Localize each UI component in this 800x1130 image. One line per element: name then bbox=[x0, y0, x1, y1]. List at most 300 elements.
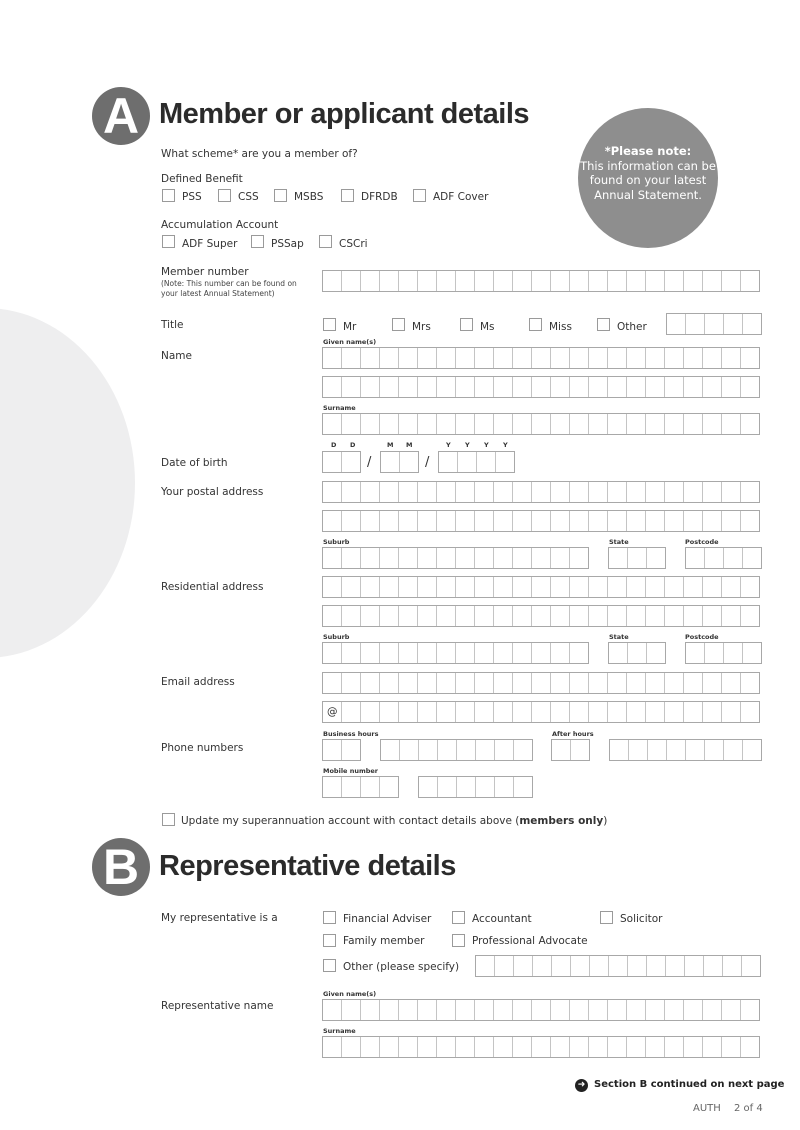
character-cell[interactable] bbox=[380, 377, 399, 397]
character-cell[interactable] bbox=[437, 271, 456, 291]
character-cell[interactable] bbox=[494, 702, 513, 722]
character-cell[interactable] bbox=[399, 511, 418, 531]
character-cell[interactable] bbox=[380, 1037, 399, 1057]
checkbox-mrs[interactable] bbox=[392, 318, 405, 331]
character-cell[interactable] bbox=[551, 643, 570, 663]
character-cell[interactable] bbox=[323, 643, 342, 663]
character-cell[interactable] bbox=[741, 577, 760, 597]
email-field-2[interactable] bbox=[322, 701, 760, 723]
character-cell[interactable] bbox=[361, 1000, 380, 1020]
character-cell[interactable] bbox=[705, 314, 724, 334]
business-area-code-field[interactable] bbox=[322, 739, 361, 761]
character-cell[interactable] bbox=[342, 740, 361, 760]
character-cell[interactable] bbox=[475, 482, 494, 502]
character-cell[interactable] bbox=[514, 956, 533, 976]
character-cell[interactable] bbox=[610, 740, 629, 760]
character-cell[interactable] bbox=[684, 1037, 703, 1057]
character-cell[interactable] bbox=[456, 271, 475, 291]
character-cell[interactable] bbox=[589, 482, 608, 502]
residential-state-field[interactable] bbox=[608, 642, 666, 664]
character-cell[interactable] bbox=[456, 377, 475, 397]
character-cell[interactable] bbox=[400, 452, 419, 472]
character-cell[interactable] bbox=[552, 956, 571, 976]
character-cell[interactable] bbox=[494, 348, 513, 368]
character-cell[interactable] bbox=[703, 414, 722, 434]
character-cell[interactable] bbox=[475, 414, 494, 434]
character-cell[interactable] bbox=[380, 606, 399, 626]
character-cell[interactable] bbox=[666, 956, 685, 976]
checkbox-solicitor[interactable] bbox=[600, 911, 613, 924]
character-cell[interactable] bbox=[323, 548, 342, 568]
checkbox-msbs[interactable] bbox=[274, 189, 287, 202]
character-cell[interactable] bbox=[323, 482, 342, 502]
character-cell[interactable] bbox=[705, 548, 724, 568]
character-cell[interactable] bbox=[418, 377, 437, 397]
character-cell[interactable] bbox=[437, 606, 456, 626]
checkbox-accountant[interactable] bbox=[452, 911, 465, 924]
character-cell[interactable] bbox=[703, 377, 722, 397]
character-cell[interactable] bbox=[418, 606, 437, 626]
checkbox-family-member[interactable] bbox=[323, 934, 336, 947]
character-cell[interactable] bbox=[685, 956, 704, 976]
character-cell[interactable] bbox=[741, 511, 760, 531]
character-cell[interactable] bbox=[475, 511, 494, 531]
character-cell[interactable] bbox=[551, 271, 570, 291]
character-cell[interactable] bbox=[457, 740, 476, 760]
character-cell[interactable] bbox=[667, 314, 686, 334]
checkbox-pss[interactable] bbox=[162, 189, 175, 202]
character-cell[interactable] bbox=[646, 673, 665, 693]
character-cell[interactable] bbox=[533, 956, 552, 976]
character-cell[interactable] bbox=[532, 577, 551, 597]
character-cell[interactable] bbox=[532, 1037, 551, 1057]
character-cell[interactable] bbox=[323, 577, 342, 597]
character-cell[interactable] bbox=[418, 548, 437, 568]
character-cell[interactable] bbox=[418, 482, 437, 502]
character-cell[interactable] bbox=[418, 577, 437, 597]
character-cell[interactable] bbox=[743, 643, 762, 663]
character-cell[interactable] bbox=[475, 606, 494, 626]
character-cell[interactable] bbox=[361, 1037, 380, 1057]
rep-surname-field[interactable] bbox=[322, 1036, 760, 1058]
character-cell[interactable] bbox=[342, 482, 361, 502]
character-cell[interactable] bbox=[513, 348, 532, 368]
character-cell[interactable] bbox=[342, 702, 361, 722]
character-cell[interactable] bbox=[399, 377, 418, 397]
character-cell[interactable] bbox=[361, 606, 380, 626]
character-cell[interactable] bbox=[647, 956, 666, 976]
character-cell[interactable] bbox=[589, 511, 608, 531]
character-cell[interactable] bbox=[741, 414, 760, 434]
character-cell[interactable] bbox=[686, 643, 705, 663]
character-cell[interactable] bbox=[475, 643, 494, 663]
character-cell[interactable] bbox=[323, 348, 342, 368]
character-cell[interactable] bbox=[342, 1037, 361, 1057]
character-cell[interactable] bbox=[532, 702, 551, 722]
character-cell[interactable] bbox=[437, 643, 456, 663]
character-cell[interactable] bbox=[380, 1000, 399, 1020]
character-cell[interactable] bbox=[589, 577, 608, 597]
character-cell[interactable] bbox=[513, 1000, 532, 1020]
character-cell[interactable] bbox=[608, 606, 627, 626]
checkbox-pssap[interactable] bbox=[251, 235, 264, 248]
character-cell[interactable] bbox=[703, 673, 722, 693]
character-cell[interactable] bbox=[439, 452, 458, 472]
character-cell[interactable] bbox=[418, 511, 437, 531]
character-cell[interactable] bbox=[589, 414, 608, 434]
character-cell[interactable] bbox=[590, 956, 609, 976]
character-cell[interactable] bbox=[608, 271, 627, 291]
character-cell[interactable] bbox=[456, 482, 475, 502]
character-cell[interactable] bbox=[589, 673, 608, 693]
character-cell[interactable] bbox=[438, 740, 457, 760]
character-cell[interactable] bbox=[399, 482, 418, 502]
character-cell[interactable] bbox=[722, 414, 741, 434]
character-cell[interactable] bbox=[418, 643, 437, 663]
character-cell[interactable] bbox=[323, 1037, 342, 1057]
character-cell[interactable] bbox=[570, 673, 589, 693]
character-cell[interactable] bbox=[513, 702, 532, 722]
character-cell[interactable] bbox=[571, 740, 590, 760]
character-cell[interactable] bbox=[684, 1000, 703, 1020]
after-hours-phone-field[interactable] bbox=[609, 739, 762, 761]
character-cell[interactable] bbox=[609, 643, 628, 663]
character-cell[interactable] bbox=[570, 702, 589, 722]
character-cell[interactable] bbox=[724, 314, 743, 334]
rep-given-names-field[interactable] bbox=[322, 999, 760, 1021]
character-cell[interactable] bbox=[380, 702, 399, 722]
character-cell[interactable] bbox=[475, 1000, 494, 1020]
character-cell[interactable] bbox=[418, 271, 437, 291]
character-cell[interactable] bbox=[570, 414, 589, 434]
character-cell[interactable] bbox=[722, 1000, 741, 1020]
character-cell[interactable] bbox=[608, 414, 627, 434]
character-cell[interactable] bbox=[513, 548, 532, 568]
character-cell[interactable] bbox=[361, 482, 380, 502]
character-cell[interactable] bbox=[475, 1037, 494, 1057]
character-cell[interactable] bbox=[437, 414, 456, 434]
residential-address-field-1[interactable] bbox=[322, 576, 760, 598]
character-cell[interactable] bbox=[532, 673, 551, 693]
character-cell[interactable] bbox=[400, 740, 419, 760]
character-cell[interactable] bbox=[437, 548, 456, 568]
character-cell[interactable] bbox=[513, 271, 532, 291]
character-cell[interactable] bbox=[494, 511, 513, 531]
character-cell[interactable] bbox=[722, 377, 741, 397]
character-cell[interactable] bbox=[380, 511, 399, 531]
character-cell[interactable] bbox=[741, 673, 760, 693]
character-cell[interactable] bbox=[684, 511, 703, 531]
character-cell[interactable] bbox=[323, 740, 342, 760]
character-cell[interactable] bbox=[648, 740, 667, 760]
character-cell[interactable] bbox=[608, 577, 627, 597]
character-cell[interactable] bbox=[627, 673, 646, 693]
character-cell[interactable] bbox=[724, 548, 743, 568]
character-cell[interactable] bbox=[551, 1000, 570, 1020]
character-cell[interactable] bbox=[495, 777, 514, 797]
character-cell[interactable] bbox=[456, 643, 475, 663]
character-cell[interactable] bbox=[438, 777, 457, 797]
character-cell[interactable] bbox=[686, 740, 705, 760]
character-cell[interactable] bbox=[532, 348, 551, 368]
character-cell[interactable] bbox=[647, 548, 666, 568]
character-cell[interactable] bbox=[342, 511, 361, 531]
character-cell[interactable] bbox=[722, 348, 741, 368]
character-cell[interactable] bbox=[456, 414, 475, 434]
character-cell[interactable] bbox=[437, 1000, 456, 1020]
character-cell[interactable] bbox=[399, 577, 418, 597]
character-cell[interactable] bbox=[646, 482, 665, 502]
character-cell[interactable] bbox=[475, 377, 494, 397]
postal-suburb-field[interactable] bbox=[322, 547, 589, 569]
character-cell[interactable] bbox=[589, 348, 608, 368]
character-cell[interactable] bbox=[418, 414, 437, 434]
character-cell[interactable] bbox=[399, 548, 418, 568]
character-cell[interactable] bbox=[665, 482, 684, 502]
character-cell[interactable] bbox=[399, 1037, 418, 1057]
character-cell[interactable] bbox=[419, 740, 438, 760]
character-cell[interactable] bbox=[665, 702, 684, 722]
character-cell[interactable] bbox=[437, 348, 456, 368]
character-cell[interactable] bbox=[399, 606, 418, 626]
character-cell[interactable] bbox=[724, 740, 743, 760]
character-cell[interactable] bbox=[475, 348, 494, 368]
character-cell[interactable] bbox=[608, 348, 627, 368]
character-cell[interactable] bbox=[381, 452, 400, 472]
character-cell[interactable] bbox=[437, 377, 456, 397]
character-cell[interactable] bbox=[551, 1037, 570, 1057]
character-cell[interactable] bbox=[477, 452, 496, 472]
character-cell[interactable] bbox=[380, 414, 399, 434]
given-names-field-1[interactable] bbox=[322, 347, 760, 369]
character-cell[interactable] bbox=[608, 702, 627, 722]
character-cell[interactable] bbox=[532, 482, 551, 502]
character-cell[interactable] bbox=[723, 956, 742, 976]
character-cell[interactable] bbox=[361, 377, 380, 397]
character-cell[interactable] bbox=[399, 643, 418, 663]
checkbox-update-account[interactable] bbox=[162, 813, 175, 826]
checkbox-mr[interactable] bbox=[323, 318, 336, 331]
character-cell[interactable] bbox=[532, 271, 551, 291]
character-cell[interactable] bbox=[684, 377, 703, 397]
character-cell[interactable] bbox=[532, 548, 551, 568]
character-cell[interactable] bbox=[665, 1037, 684, 1057]
character-cell[interactable] bbox=[342, 452, 361, 472]
other-title-field[interactable] bbox=[666, 313, 762, 335]
character-cell[interactable] bbox=[418, 702, 437, 722]
character-cell[interactable] bbox=[589, 1000, 608, 1020]
character-cell[interactable] bbox=[609, 956, 628, 976]
character-cell[interactable] bbox=[532, 606, 551, 626]
character-cell[interactable] bbox=[628, 956, 647, 976]
character-cell[interactable] bbox=[627, 377, 646, 397]
character-cell[interactable] bbox=[456, 348, 475, 368]
character-cell[interactable] bbox=[514, 740, 533, 760]
residential-address-field-2[interactable] bbox=[322, 605, 760, 627]
character-cell[interactable] bbox=[627, 482, 646, 502]
character-cell[interactable] bbox=[665, 577, 684, 597]
character-cell[interactable] bbox=[684, 414, 703, 434]
character-cell[interactable] bbox=[399, 702, 418, 722]
character-cell[interactable] bbox=[722, 673, 741, 693]
checkbox-dfrdb[interactable] bbox=[341, 189, 354, 202]
character-cell[interactable] bbox=[570, 1037, 589, 1057]
character-cell[interactable] bbox=[475, 577, 494, 597]
character-cell[interactable] bbox=[399, 348, 418, 368]
character-cell[interactable] bbox=[743, 314, 762, 334]
character-cell[interactable] bbox=[646, 1000, 665, 1020]
character-cell[interactable] bbox=[399, 414, 418, 434]
character-cell[interactable] bbox=[323, 1000, 342, 1020]
character-cell[interactable] bbox=[686, 548, 705, 568]
character-cell[interactable] bbox=[722, 702, 741, 722]
character-cell[interactable] bbox=[627, 1000, 646, 1020]
character-cell[interactable] bbox=[532, 643, 551, 663]
character-cell[interactable] bbox=[646, 377, 665, 397]
character-cell[interactable] bbox=[456, 1037, 475, 1057]
character-cell[interactable] bbox=[628, 548, 647, 568]
character-cell[interactable] bbox=[608, 1037, 627, 1057]
character-cell[interactable] bbox=[458, 452, 477, 472]
character-cell[interactable] bbox=[570, 1000, 589, 1020]
character-cell[interactable] bbox=[494, 643, 513, 663]
character-cell[interactable] bbox=[646, 414, 665, 434]
character-cell[interactable] bbox=[342, 377, 361, 397]
character-cell[interactable] bbox=[551, 702, 570, 722]
character-cell[interactable] bbox=[342, 414, 361, 434]
character-cell[interactable] bbox=[494, 1000, 513, 1020]
character-cell[interactable] bbox=[741, 482, 760, 502]
character-cell[interactable] bbox=[437, 511, 456, 531]
character-cell[interactable] bbox=[724, 643, 743, 663]
character-cell[interactable] bbox=[741, 1037, 760, 1057]
character-cell[interactable] bbox=[361, 348, 380, 368]
character-cell[interactable] bbox=[456, 673, 475, 693]
character-cell[interactable] bbox=[703, 482, 722, 502]
character-cell[interactable] bbox=[589, 1037, 608, 1057]
checkbox-css[interactable] bbox=[218, 189, 231, 202]
other-representative-field[interactable] bbox=[475, 955, 761, 977]
checkbox-professional-advocate[interactable] bbox=[452, 934, 465, 947]
business-phone-field[interactable] bbox=[380, 739, 533, 761]
character-cell[interactable] bbox=[513, 643, 532, 663]
dob-month-field[interactable] bbox=[380, 451, 419, 473]
character-cell[interactable] bbox=[608, 1000, 627, 1020]
character-cell[interactable] bbox=[684, 577, 703, 597]
character-cell[interactable] bbox=[361, 511, 380, 531]
character-cell[interactable] bbox=[361, 673, 380, 693]
character-cell[interactable] bbox=[532, 511, 551, 531]
character-cell[interactable] bbox=[380, 643, 399, 663]
character-cell[interactable] bbox=[380, 577, 399, 597]
character-cell[interactable] bbox=[513, 673, 532, 693]
character-cell[interactable] bbox=[684, 482, 703, 502]
checkbox-ms[interactable] bbox=[460, 318, 473, 331]
character-cell[interactable] bbox=[361, 271, 380, 291]
character-cell[interactable] bbox=[380, 777, 399, 797]
character-cell[interactable] bbox=[513, 511, 532, 531]
character-cell[interactable] bbox=[551, 511, 570, 531]
character-cell[interactable] bbox=[703, 606, 722, 626]
character-cell[interactable] bbox=[495, 740, 514, 760]
member-number-field[interactable] bbox=[322, 270, 760, 292]
character-cell[interactable] bbox=[456, 511, 475, 531]
character-cell[interactable] bbox=[342, 643, 361, 663]
character-cell[interactable] bbox=[323, 377, 342, 397]
character-cell[interactable] bbox=[494, 271, 513, 291]
character-cell[interactable] bbox=[496, 452, 515, 472]
character-cell[interactable] bbox=[475, 702, 494, 722]
character-cell[interactable] bbox=[323, 414, 342, 434]
character-cell[interactable] bbox=[456, 702, 475, 722]
character-cell[interactable] bbox=[703, 511, 722, 531]
character-cell[interactable] bbox=[552, 740, 571, 760]
character-cell[interactable] bbox=[476, 956, 495, 976]
character-cell[interactable] bbox=[646, 606, 665, 626]
character-cell[interactable] bbox=[342, 777, 361, 797]
character-cell[interactable] bbox=[627, 414, 646, 434]
character-cell[interactable] bbox=[551, 482, 570, 502]
character-cell[interactable] bbox=[570, 511, 589, 531]
character-cell[interactable] bbox=[513, 377, 532, 397]
character-cell[interactable] bbox=[741, 702, 760, 722]
character-cell[interactable] bbox=[323, 271, 342, 291]
character-cell[interactable] bbox=[570, 271, 589, 291]
character-cell[interactable] bbox=[722, 606, 741, 626]
character-cell[interactable] bbox=[513, 577, 532, 597]
character-cell[interactable] bbox=[532, 377, 551, 397]
character-cell[interactable] bbox=[646, 271, 665, 291]
character-cell[interactable] bbox=[494, 577, 513, 597]
character-cell[interactable] bbox=[686, 314, 705, 334]
character-cell[interactable] bbox=[456, 548, 475, 568]
character-cell[interactable] bbox=[722, 1037, 741, 1057]
character-cell[interactable] bbox=[629, 740, 648, 760]
character-cell[interactable] bbox=[570, 548, 589, 568]
character-cell[interactable] bbox=[342, 1000, 361, 1020]
email-field-1[interactable] bbox=[322, 672, 760, 694]
character-cell[interactable] bbox=[627, 511, 646, 531]
character-cell[interactable] bbox=[476, 777, 495, 797]
character-cell[interactable] bbox=[437, 673, 456, 693]
character-cell[interactable] bbox=[722, 482, 741, 502]
character-cell[interactable] bbox=[627, 1037, 646, 1057]
character-cell[interactable] bbox=[399, 1000, 418, 1020]
character-cell[interactable] bbox=[551, 377, 570, 397]
character-cell[interactable] bbox=[589, 606, 608, 626]
character-cell[interactable] bbox=[475, 271, 494, 291]
character-cell[interactable] bbox=[609, 548, 628, 568]
character-cell[interactable] bbox=[418, 348, 437, 368]
character-cell[interactable] bbox=[380, 548, 399, 568]
character-cell[interactable] bbox=[703, 348, 722, 368]
character-cell[interactable] bbox=[418, 1037, 437, 1057]
character-cell[interactable] bbox=[399, 673, 418, 693]
character-cell[interactable] bbox=[665, 606, 684, 626]
character-cell[interactable] bbox=[342, 271, 361, 291]
residential-suburb-field[interactable] bbox=[322, 642, 589, 664]
character-cell[interactable] bbox=[570, 643, 589, 663]
character-cell[interactable] bbox=[513, 414, 532, 434]
character-cell[interactable] bbox=[570, 577, 589, 597]
character-cell[interactable] bbox=[361, 643, 380, 663]
character-cell[interactable] bbox=[743, 740, 762, 760]
character-cell[interactable] bbox=[381, 740, 400, 760]
character-cell[interactable] bbox=[608, 482, 627, 502]
character-cell[interactable] bbox=[743, 548, 762, 568]
character-cell[interactable] bbox=[513, 1037, 532, 1057]
checkbox-other-title[interactable] bbox=[597, 318, 610, 331]
